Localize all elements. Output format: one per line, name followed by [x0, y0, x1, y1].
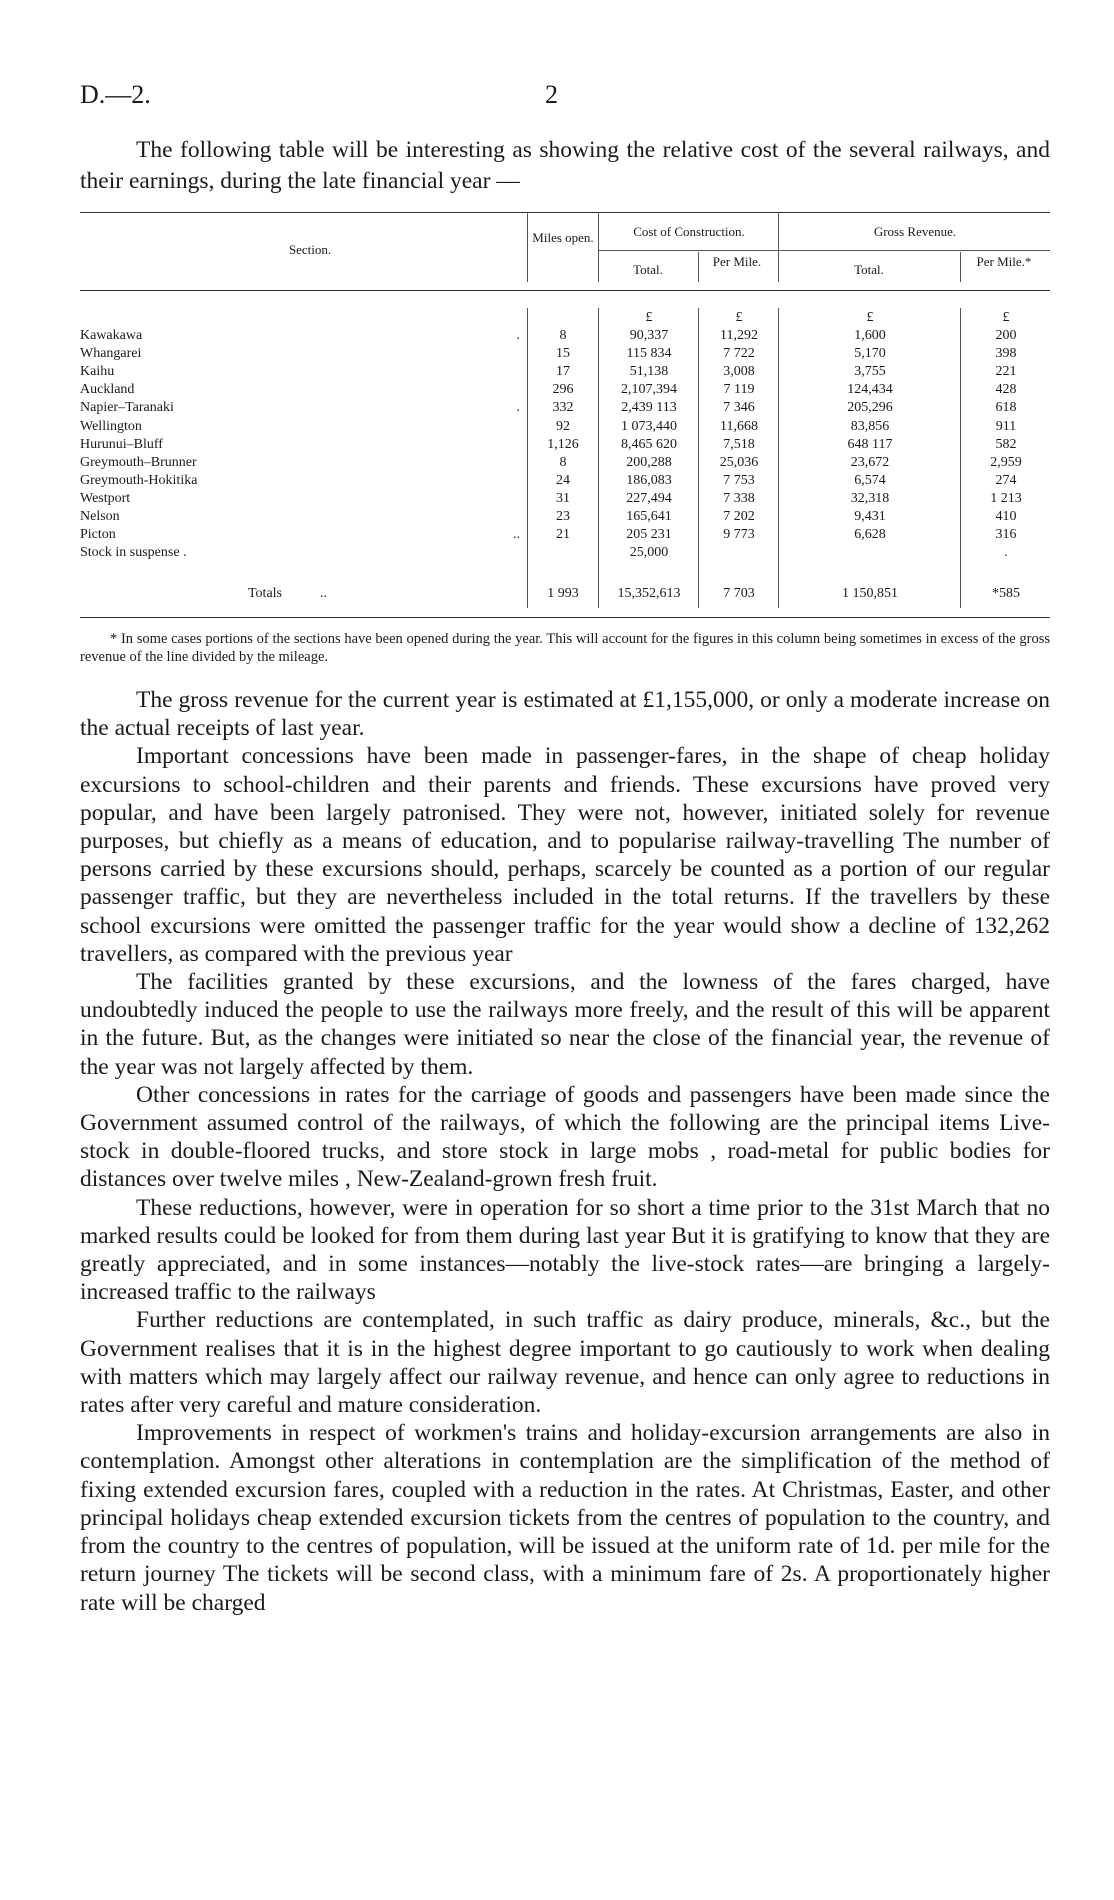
cell-cost-total: 115 834 — [626, 346, 672, 362]
cell-cost-per-mile: 7 346 — [723, 400, 755, 416]
header-section: Section. — [288, 242, 332, 257]
cell-revenue-total: 3,755 — [854, 364, 886, 380]
cell-cost-total: 200,288 — [626, 454, 672, 470]
cell-cost-total: 51,138 — [629, 364, 669, 380]
cell-cost-per-mile: 11,668 — [720, 418, 758, 434]
cell-section: Napier–Taranaki — [80, 400, 174, 416]
cell-leader-dots: . — [516, 400, 520, 416]
cell-section: Stock in suspense . — [80, 545, 187, 561]
cell-revenue-total: 23,672 — [850, 454, 890, 470]
header-miles-open: Miles open. — [532, 230, 594, 245]
cell-section: Wellington — [80, 418, 142, 434]
cell-revenue-total: 6,628 — [854, 527, 886, 543]
totals-miles: 1 993 — [547, 586, 579, 601]
header-cost-total: Total. — [633, 262, 663, 277]
cell-revenue-per-mile: 221 — [995, 364, 1017, 380]
cell-miles: 8 — [559, 454, 567, 470]
currency-revenue-total: £ — [866, 310, 874, 325]
cell-miles: 24 — [556, 472, 570, 488]
page-number: 2 — [545, 80, 558, 109]
cell-revenue-total: 9,431 — [854, 509, 886, 524]
cell-revenue-per-mile: 200 — [995, 328, 1017, 343]
cell-cost-per-mile: 25,036 — [719, 454, 759, 470]
cell-section: Auckland — [80, 382, 135, 398]
cell-section: Whangarei — [80, 346, 142, 362]
cell-section: Nelson — [80, 509, 120, 524]
currency-revenue-per-mile: £ — [1002, 310, 1010, 325]
totals-cost-per-mile: 7 703 — [723, 586, 755, 601]
totals-cost-total: 15,352,613 — [617, 586, 681, 601]
cell-revenue-total: 124,434 — [847, 382, 893, 398]
cell-revenue-per-mile: 274 — [995, 472, 1017, 488]
cell-miles: 92 — [556, 418, 570, 434]
cell-cost-per-mile: 7 338 — [723, 490, 755, 506]
table-vline — [527, 212, 528, 282]
cell-revenue-per-mile: 410 — [995, 509, 1017, 524]
table-vline — [778, 212, 779, 282]
header-cost-per-mile: Per Mile. — [712, 254, 762, 269]
body-text — [80, 686, 1050, 1617]
cell-revenue-per-mile: 911 — [995, 418, 1017, 434]
cell-cost-per-mile: 7,518 — [723, 436, 755, 452]
header-revenue-total: Total. — [854, 262, 884, 277]
cell-revenue-per-mile: 582 — [995, 436, 1017, 452]
header-cost-of-construction: Cost of Construction. — [633, 224, 745, 239]
cell-miles: 21 — [556, 527, 570, 543]
table-footnote: * In some cases portions of the sections have been opened during the year. This will account for the figures in this column being sometimes in excess of the gross revenue of the line divided by the mileage. — [80, 631, 1050, 665]
cell-cost-per-mile: 3,008 — [723, 364, 755, 380]
paragraph: Important concessions have been made in passenger-fares, in the shape of cheap holiday excursions to school-children and their parents and friends. These excursions have proved very popular, and have been largely patronised. They were not, however, initiated solely for revenue purposes, but chiefly as a means of education, and to popularise railway-travelling The number of persons carried by these excursions should, perhaps, scarcely be counted as a portion of our regular passenger traffic, but they are nevertheless included in the total returns. If the travellers by these school excursions were omitted the passenger traffic for the year would show a decline of 132,262 travellers, as compared with the previous year — [80, 743, 1050, 967]
table-vline — [698, 308, 699, 608]
totals-label: Totals — [247, 586, 282, 601]
cell-miles: 17 — [556, 364, 570, 380]
table-vline — [698, 252, 699, 282]
header-gross-revenue: Gross Revenue. — [873, 224, 957, 239]
cell-revenue-per-mile: . — [1004, 545, 1008, 561]
document-reference: D.—2. — [80, 80, 151, 109]
cell-leader-dots: . — [516, 328, 520, 343]
cell-section: Kaihu — [80, 364, 115, 380]
cell-cost-total: 186,083 — [626, 472, 672, 488]
table-vline — [960, 308, 961, 608]
cell-section: Westport — [80, 490, 131, 506]
cell-revenue-total: 83,856 — [850, 418, 890, 434]
cell-section: Greymouth–Brunner — [80, 454, 197, 470]
cell-revenue-per-mile: 1 213 — [990, 490, 1022, 506]
table-vline — [527, 308, 528, 608]
cell-cost-per-mile: 7 202 — [723, 509, 755, 524]
paragraph: Further reductions are contemplated, in such traffic as dairy produce, minerals, &c., but the Government realises that it is in the highest degree important to go cautiously to work when dealing with matters which may largely affect our railway revenue, and hence can only agree to reductions in rates after very careful and mature consideration. — [80, 1307, 1050, 1419]
railway-cost-table — [80, 212, 1050, 602]
table-vline — [598, 308, 599, 608]
cell-miles: 1,126 — [547, 436, 579, 452]
cell-miles: 296 — [552, 382, 574, 398]
header-revenue-per-mile: Per Mile.* — [976, 254, 1032, 269]
cell-cost-total: 25,000 — [629, 545, 669, 561]
table-bottom-rule — [80, 617, 1050, 618]
currency-cost-per-mile: £ — [735, 310, 743, 325]
table-vline — [778, 308, 779, 608]
cell-revenue-total: 5,170 — [854, 346, 886, 362]
cell-revenue-total: 648 117 — [847, 436, 893, 452]
cell-revenue-per-mile: 2,959 — [990, 454, 1022, 470]
cell-cost-per-mile: 11,292 — [720, 328, 758, 343]
table-subheader-rule — [598, 250, 1050, 251]
cell-section: Hurunui–Bluff — [80, 436, 163, 452]
cell-miles: 15 — [556, 346, 570, 362]
paragraph: These reductions, however, were in operation for so short a time prior to the 31st March that no marked results could be looked for from them during last year But it is gratifying to know that they are greatly appreciated, and in some instances—notably the live-stock rates—are bringing a largely-increased traffic to the railways — [80, 1194, 1050, 1306]
cell-revenue-total: 1,600 — [854, 328, 886, 343]
cell-revenue-per-mile: 398 — [995, 346, 1017, 362]
cell-cost-per-mile: 7 119 — [723, 382, 755, 398]
totals-revenue-per-mile: *585 — [992, 586, 1020, 601]
cell-section: Greymouth-Hokitika — [80, 472, 198, 488]
cell-section: Picton — [80, 527, 116, 543]
cell-cost-total: 8,465 620 — [621, 436, 677, 452]
currency-cost-total: £ — [645, 310, 653, 325]
cell-revenue-total: 205,296 — [847, 400, 893, 416]
totals-leader-dots: .. — [320, 586, 327, 601]
cell-cost-total: 2,107,394 — [621, 382, 677, 398]
table-top-rule — [80, 212, 1050, 213]
cell-revenue-per-mile: 316 — [995, 527, 1017, 543]
cell-cost-total: 227,494 — [626, 490, 672, 506]
cell-miles: 31 — [556, 490, 570, 506]
table-vline — [598, 212, 599, 282]
cell-miles: 23 — [556, 509, 570, 524]
cell-cost-total: 1 073,440 — [621, 418, 677, 434]
cell-revenue-per-mile: 428 — [995, 382, 1017, 398]
cell-cost-per-mile: 9 773 — [723, 527, 755, 543]
cell-cost-total: 205 231 — [626, 527, 672, 543]
paragraph: Other concessions in rates for the carriage of goods and passengers have been made since the Government assumed control of the railways, of which the following are the principal items Live-stock in double-floored trucks, and store stock in large mobs , road-metal for public bodies for distances over twelve miles , New-Zealand-grown fresh fruit. — [80, 1081, 1050, 1193]
intro-paragraph: The following table will be interesting as showing the relative cost of the several railways, and their earnings, during the late financial year — — [80, 137, 1050, 194]
table-vline — [960, 252, 961, 282]
cell-cost-per-mile: 7 753 — [723, 472, 755, 488]
paragraph: Improvements in respect of workmen's trains and holiday-excursion arrangements are also in contemplation. Amongst other alterations in contemplation are the simplification of the method of fixing extended excursion fares, coupled with a reduction in the rates. At Christmas, Easter, and other principal holidays cheap extended excursion tickets from the centres of population to the country, and from the country to the centres of population, will be issued at the uniform rate of 1d. per mile for the return journey The tickets will be second class, with a minimum fare of 2s. A proportionately higher rate will be charged — [80, 1420, 1050, 1616]
table-header-rule — [80, 290, 1050, 291]
cell-cost-total: 90,337 — [629, 328, 669, 343]
paragraph: The facilities granted by these excursions, and the lowness of the fares charged, have undoubtedly induced the people to use the railways more freely, and the result of this will be apparent in the future. But, as the changes were initiated so near the close of the financial year, the revenue of the year was not largely affected by them. — [80, 969, 1050, 1080]
cell-revenue-per-mile: 618 — [995, 400, 1017, 416]
cell-miles: 332 — [552, 400, 574, 416]
cell-cost-total: 2,439 113 — [621, 400, 677, 416]
cell-miles: 8 — [559, 328, 567, 343]
cell-section: Kawakawa — [80, 328, 143, 343]
cell-cost-total: 165,641 — [626, 509, 672, 524]
cell-revenue-total: 6,574 — [854, 472, 886, 488]
cell-leader-dots: .. — [513, 527, 520, 543]
cell-revenue-total: 32,318 — [850, 490, 890, 506]
paragraph: The gross revenue for the current year is estimated at £1,155,000, or only a moderate increase on the actual receipts of last year. — [80, 687, 1050, 742]
cell-cost-per-mile: 7 722 — [723, 346, 755, 362]
totals-revenue-total: 1 150,851 — [842, 586, 898, 601]
